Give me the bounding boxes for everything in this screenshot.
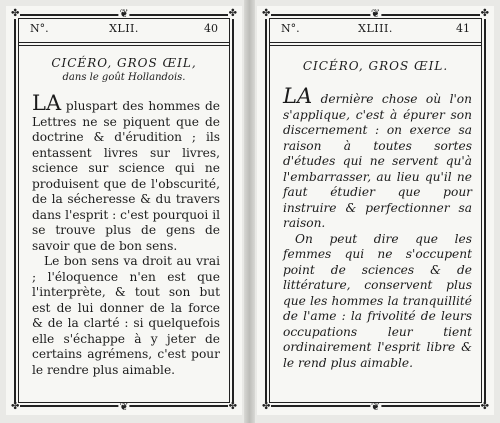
page-subtitle: dans le goût Hollandois. — [62, 72, 186, 83]
corner-ornament-icon: ✤ — [480, 401, 489, 412]
page-title: CICÉRO, GROS ŒIL. — [302, 59, 449, 73]
corner-ornament-icon: ✤ — [11, 401, 20, 412]
page-number: 41 — [456, 22, 470, 35]
header-rule — [18, 42, 230, 43]
number-label: N°. — [30, 22, 49, 35]
page-header — [275, 22, 476, 38]
paragraph: Le bon sens va droit au vrai ; l'éloquence n'en est que l'interprète, & tout son but est de lui donner de la force & de la clarté : si quelquefois elle s'échappe à y jeter de certains agrémens, c'est pour le rendre plus aimable. — [32, 254, 220, 377]
body-text — [283, 84, 472, 371]
fleuron-ornament-icon: ❦ — [370, 7, 381, 20]
body-text — [32, 91, 220, 378]
paragraph: LA pluspart des hommes de Lettres ne se piquent que de doctrine & d'érudition ; ils entassent livres sur livres, science sur science qui ne produisent que de l'obscurité, de la sécheresse & du travers dans l'esprit : c'est pourquoi il se trouve plus de gens de savoir que de bon sens. — [32, 91, 220, 253]
right-page — [257, 6, 494, 415]
corner-ornament-icon: ✤ — [11, 8, 20, 19]
number-label: N°. — [281, 22, 300, 35]
paragraph: On peut dire que les femmes qui ne s'occupent point de sciences & de littérature, conservent plus que les hommes la tranquillité de l'ame : la frivolité de leurs occupations leur tient ordinairement l'esprit libre & le rend plus aimable. — [283, 231, 472, 370]
paragraph: LA dernière chose où l'on s'applique, c'est à épurer son discernement : on exerce sa raison à toutes sortes d'études qui ne servent qu'à l'embarrasser, au lieu qu'il ne faut étudier que pour instruire & perfectionner sa raison. — [283, 84, 472, 230]
corner-ornament-icon: ✤ — [228, 401, 237, 412]
corner-ornament-icon: ✤ — [480, 8, 489, 19]
page-header — [24, 22, 224, 38]
specimen-number: XLII. — [109, 22, 139, 35]
drop-capital: LA — [283, 84, 313, 108]
drop-capital: LA — [32, 91, 62, 115]
specimen-number: XLIII. — [358, 22, 393, 35]
left-page — [6, 6, 242, 415]
fleuron-ornament-icon: ❦ — [119, 400, 129, 413]
fleuron-ornament-icon: ❦ — [370, 400, 381, 413]
page-title: CICÉRO, GROS ŒIL, — [51, 56, 197, 70]
corner-ornament-icon: ✤ — [228, 8, 237, 19]
page-number: 40 — [204, 22, 218, 35]
corner-ornament-icon: ✤ — [262, 8, 271, 19]
fleuron-ornament-icon: ❦ — [119, 7, 129, 20]
book-gutter — [244, 0, 255, 423]
header-rule — [269, 42, 482, 43]
corner-ornament-icon: ✤ — [262, 401, 271, 412]
